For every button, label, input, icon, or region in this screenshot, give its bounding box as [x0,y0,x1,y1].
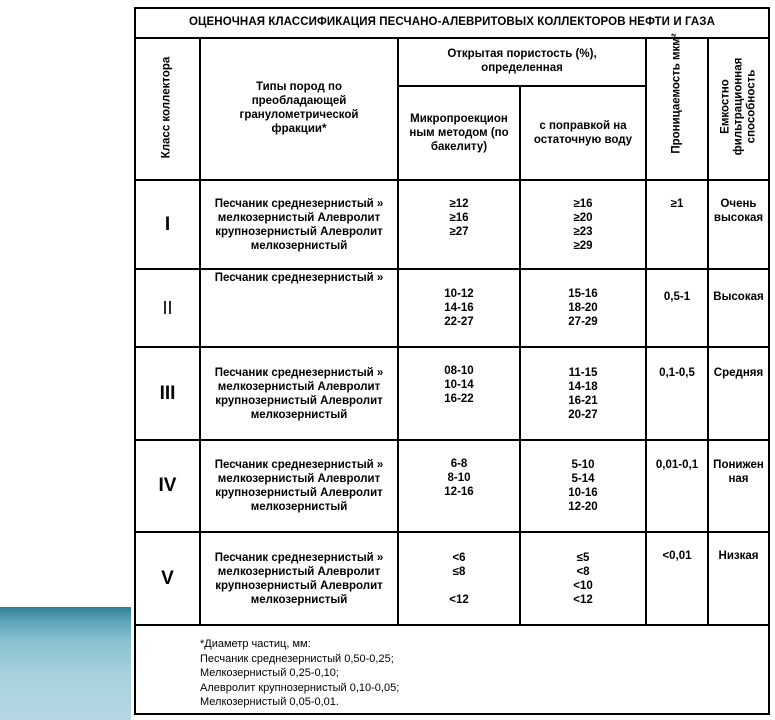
row-5-class [136,533,199,624]
footnote-line-2: Песчаник среднезернистый 0,50-0,25; [200,652,394,665]
row-1-micro-1: ≥12 [449,198,469,210]
row-3-rock-1: Песчаник среднезернистый » [214,366,384,379]
row-5-micro-2: ≤8 [452,565,466,578]
row-1-micro-3: ≥27 [449,226,469,238]
row-4-corrected [521,441,645,531]
row-4-rocks [201,441,397,531]
row-2-corr-1: 15-16 [568,288,598,300]
row-3-rock-4: мелкозернистый [250,408,348,421]
row-2-corr-2: 18-20 [568,302,598,314]
row-1-corr-1: ≥16 [573,197,593,210]
row-5-micro-4: <12 [449,593,469,606]
row-1-rock-1: Песчаник среднезернистый » [214,197,384,210]
decorative-gradient-block [0,607,131,720]
row-3-rock-2: мелкозернистый Алевролит [217,380,381,393]
footnote-line-4: Алевролит крупнозернистый 0,10-0,05; [200,681,400,694]
row-4-rock-2: мелкозернистый Алевролит [217,473,381,485]
row-5-rock-1: Песчаник среднезернистый » [214,551,384,564]
row-3-micro-3: 16-22 [444,393,474,405]
row-4-corr-3: 10-16 [568,487,598,499]
row-2-micro-1: 10-12 [444,288,474,300]
header-porosity: Открытая пористость (%), определенная [447,48,597,74]
row-1-corrected [521,181,645,268]
row-5-rock-3: крупнозернистый Алевролит [215,579,383,592]
row-2-micro-2: 14-16 [444,302,474,314]
row-4-micro-1: 6-8 [450,458,468,470]
row-3-corrected [521,348,645,439]
row-2-class [136,270,199,346]
row-2-class-label: II [162,298,173,318]
row-1-micro-2: ≥16 [449,212,469,224]
row-4-corr-1: 5-10 [571,459,595,471]
row-5-corr-3: <10 [573,579,593,592]
row-2-corrected [521,270,645,346]
row-2-permeability: 0,5-1 [663,291,691,303]
row-5-rock-2: мелкозернистый Алевролит [217,565,381,578]
row-5-permeability: <0,01 [662,550,692,562]
row-2-corr-3: 27-29 [568,316,598,328]
row-4-rock-4: мелкозернистый [250,501,348,513]
row-4-micro-2: 8-10 [447,472,471,484]
header-class: Класс коллектора [160,56,173,159]
row-3-capacity: Средняя [713,367,764,379]
row-3-corr-1: 11-15 [568,366,598,379]
row-2-capacity: Высокая [713,291,764,303]
header-permeability [671,23,684,165]
header-capacity-cell [709,37,768,179]
row-5-micro-1: <6 [452,551,466,564]
row-3-class [136,348,199,439]
row-4-micro-3: 12-16 [444,486,474,498]
row-4-class-label: IV [158,475,177,496]
row-1-class-label: I [164,213,171,235]
header-class-cell [136,37,199,179]
row-3-micro [399,348,519,439]
row-5-capacity: Низкая [718,550,759,562]
footnote-line-3: Мелкозернистый 0,25-0,10; [200,667,339,679]
row-5-corr-1: ≤5 [576,551,590,564]
row-4-rock-3: крупнозернистый Алевролит [215,487,383,499]
row-1-corr-4: ≥29 [573,239,593,252]
row-1-rock-2: мелкозернистый Алевролит [217,211,381,224]
row-4-corr-4: 12-20 [568,501,598,513]
row-1-rock-3: крупнозернистый Алевролит [215,225,383,238]
row-2-rocks: Песчаник среднезернистый » [214,272,384,284]
header-corrected: с поправкой на остаточную воду [533,120,633,146]
header-rock-types: Типы пород по преобладающей гранулометрической фракции* [239,81,359,135]
row-2-micro-3: 22-27 [444,316,474,328]
row-1-corr-3: ≥23 [573,225,593,238]
row-1-rock-4: мелкозернистый [250,239,348,252]
footnote-line-5: Мелкозернистый 0,05-0,01. [200,696,339,708]
row-1-rocks [201,181,397,268]
row-3-rock-3: крупнозернистый Алевролит [215,394,383,407]
row-3-corr-3: 16-21 [568,394,598,407]
row-4-permeability: 0,01-0,1 [655,459,699,471]
row-2-micro [399,270,519,346]
header-permeability-text: Проницаемость мкм² [670,33,683,154]
row-3-corr-2: 14-18 [568,380,598,393]
row-5-class-label: V [161,567,174,589]
row-3-permeability: 0,1-0,5 [659,367,695,379]
footnote [200,637,399,710]
row-3-micro-1: 08-10 [444,365,474,377]
row-5-rock-4: мелкозернистый [250,593,348,606]
row-3-corr-4: 20-27 [568,408,598,421]
row-1-corr-2: ≥20 [573,211,593,224]
row-3-micro-2: 10-14 [444,379,474,391]
row-1-permeability: ≥1 [670,198,684,210]
row-5-rocks [201,533,397,624]
row-5-corr-4: <12 [573,593,593,606]
row-4-class [136,441,199,531]
row-1-micro [399,181,519,268]
row-4-rock-1: Песчаник среднезернистый » [214,459,384,471]
row-5-corr-2: <8 [576,565,590,578]
row-4-capacity: Понижен ная [713,459,764,485]
row-3-rocks [201,348,397,439]
header-capacity: Емкостно фильтрационная способность [719,57,758,156]
header-permeability-cell [647,33,707,179]
row-4-corr-2: 5-14 [571,473,595,485]
classification-table [134,7,770,715]
row-4-micro [399,441,519,531]
footnote-line-1: *Диаметр частиц, мм: [200,638,311,650]
row-divider-5 [136,624,768,626]
row-3-class-label: III [159,382,176,404]
row-1-class [136,181,199,268]
row-5-micro [399,533,519,624]
table-title: ОЦЕНОЧНАЯ КЛАССИФИКАЦИЯ ПЕСЧАНО-АЛЕВРИТОВЫХ КОЛЛЕКТОРОВ НЕФТИ И ГАЗА [136,9,768,39]
header-micro: Микропроекцион ным методом (по бакелиту) [409,113,509,153]
row-1-capacity: Очень высокая [713,198,764,224]
row-5-corrected [521,533,645,624]
